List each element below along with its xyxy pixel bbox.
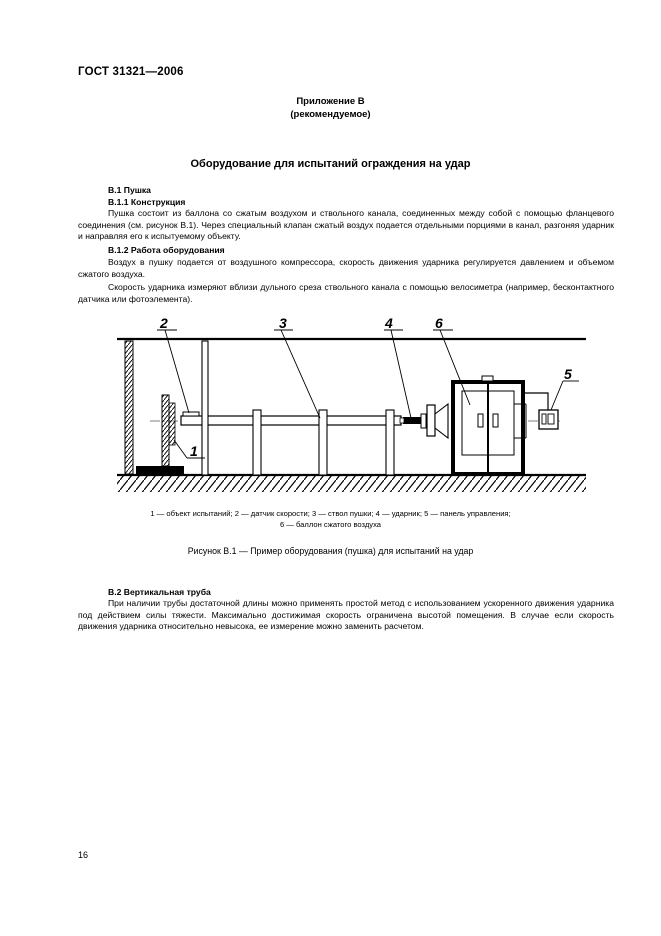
support-1 (253, 410, 261, 475)
flange-ring (421, 414, 426, 428)
cylinder-cap (482, 376, 493, 381)
object-base (136, 466, 184, 475)
paragraph-vertical-tube-text: При наличии трубы достаточной длины можно применять простой метод с использованием ускоренного движения ударника под действием силы тяжести. Максимально достижимая скорость ограничена высотой помещения. В случае если скорость движения ударника относительно невысока, ее измерение можно заменить расчетом. (78, 598, 614, 632)
paragraph-vertical-tube (78, 598, 614, 633)
striker-tip (400, 418, 404, 423)
document-header: ГОСТ 31321—2006 (78, 66, 184, 78)
figure-caption: Рисунок В.1 — Пример оборудования (пушка) для испытаний на удар (187, 546, 474, 556)
page-number: 16 (78, 850, 89, 860)
support-3 (386, 410, 394, 475)
paragraph-operation-1-text: Воздух в пушку подается от воздушного компрессора, скорость движения ударника регулируется давлением и объемом сжатого воздуха. (78, 257, 614, 279)
velocity-sensor (183, 412, 199, 416)
heading-b2: В.2 Вертикальная труба (108, 587, 211, 597)
figure-legend-line-1: 1 — объект испытаний; 2 — датчик скорости; 3 — ствол пушки; 4 — ударник; 5 — панель управления; (150, 509, 511, 518)
test-object (162, 395, 169, 466)
paragraph-construction-text: Пушка состоит из баллона со сжатым воздухом и ствольного канала, соединенных между собой с помощью фланцевого соединения (см. рисунок В.1). Через специальный клапан сжатый воздух подается отдельными порциями в канал, разгоняя ударник и направляя его к испытуемому объекту. (78, 208, 614, 242)
cylinder-valve-right (493, 414, 498, 427)
heading-b1-1: В.1.1 Конструкция (108, 197, 186, 207)
support-2 (319, 410, 327, 475)
valve-cone (435, 404, 448, 438)
front-post (202, 341, 208, 475)
callout-4: 4 (385, 315, 393, 331)
test-object-plate (169, 403, 175, 445)
heading-b1-2: В.1.2 Работа оборудования (108, 245, 225, 255)
left-wall (125, 341, 133, 474)
cylinder-valve-left (478, 414, 483, 427)
flange (427, 405, 435, 436)
callout-3: 3 (279, 315, 287, 331)
heading-b1: В.1 Пушка (108, 185, 151, 195)
appendix-title: Приложение В (296, 96, 365, 107)
appendix-subtitle: (рекомендуемое) (290, 109, 371, 120)
callout-1: 1 (190, 443, 198, 459)
ground-hatching (117, 476, 586, 492)
callout-2: 2 (160, 315, 168, 331)
barrel (181, 416, 401, 425)
callout-6: 6 (435, 315, 443, 331)
figure-legend-line-2: 6 — баллон сжатого воздуха (279, 520, 382, 529)
striker (403, 417, 421, 424)
section-title: Оборудование для испытаний ограждения на удар (190, 158, 471, 170)
callout-5: 5 (564, 366, 572, 382)
paragraph-operation-2-text: Скорость ударника измеряют вблизи дульного среза ствольного канала с помощью велосиметра (например, бесконтактного датчика или фотоэлемента). (78, 282, 614, 304)
